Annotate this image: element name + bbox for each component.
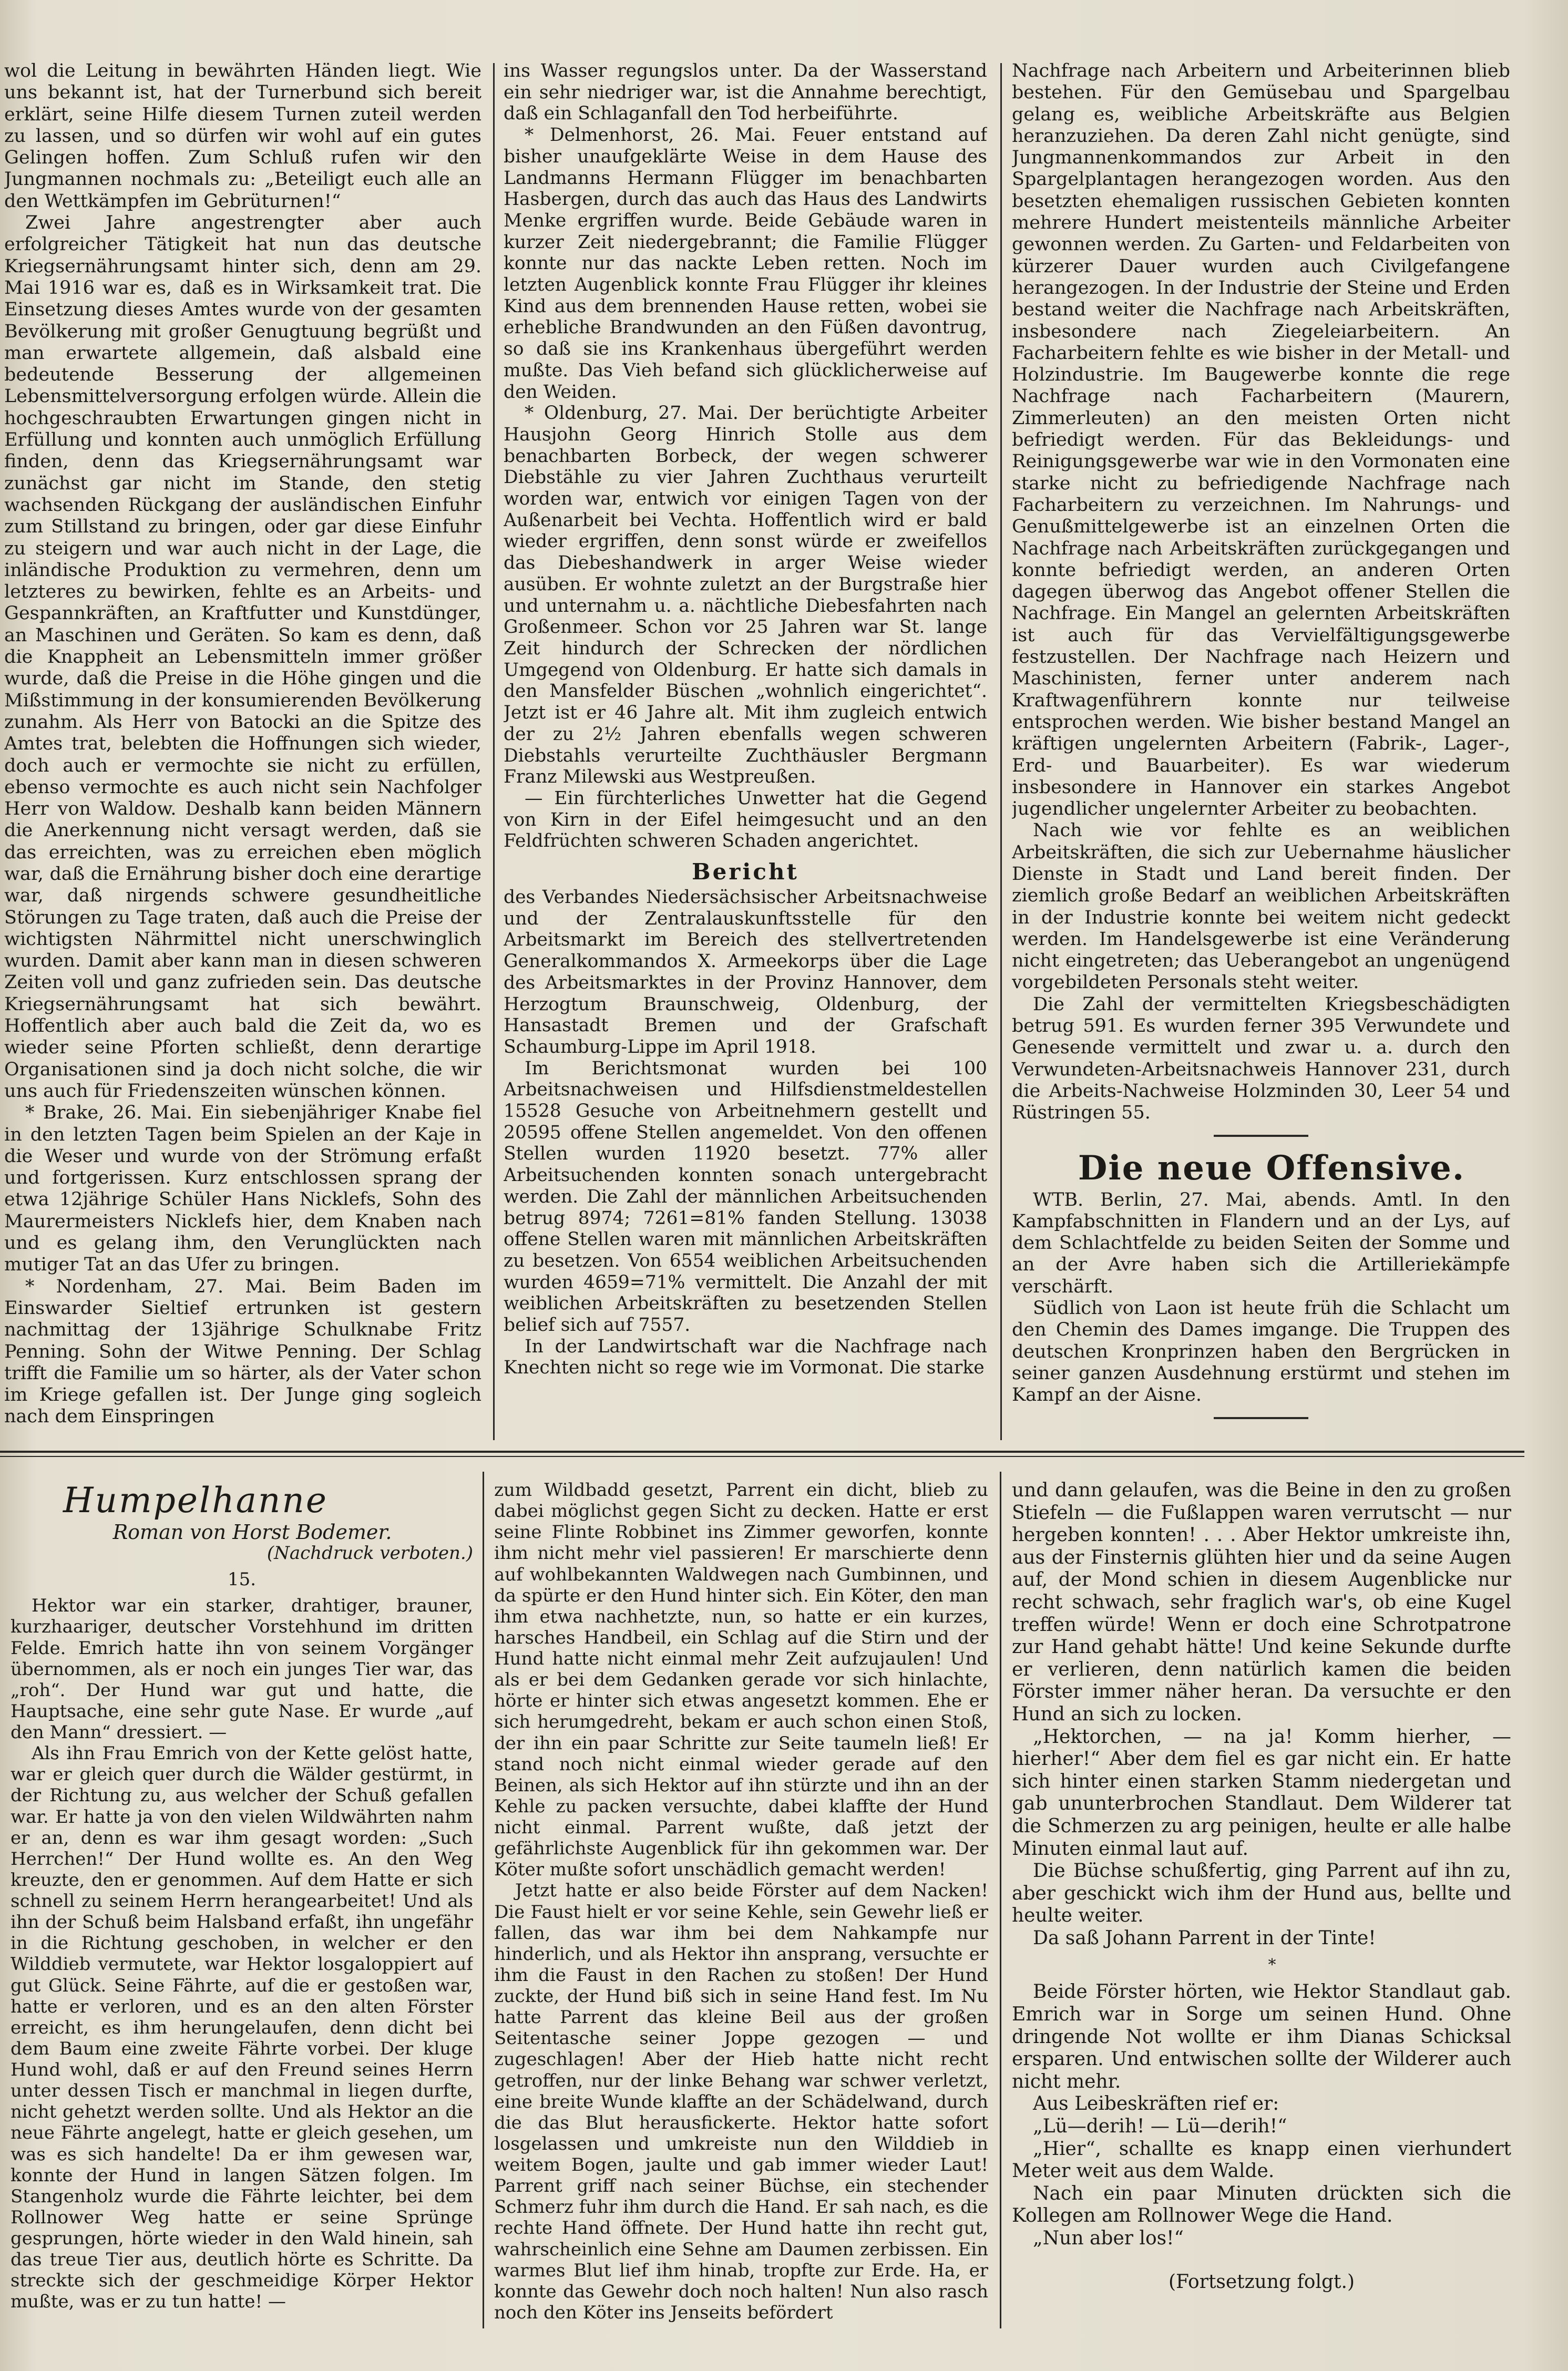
serial-title: Humpelhanne — [63, 1480, 328, 1521]
offensive-paragraph: Südlich von Laon ist heute früh die Schlacht um den Chemin des Dames imgange. Die Truppen des deutschen Kronprinzen haben den Bergrücken in seiner ganzen Ausdehnung erstürmt und stehen im Kampf an der Aisne. — [1012, 1298, 1510, 1406]
report-intro: des Verbandes Niedersächsischer Arbeitsnachweise und der Zentralauskunftsstelle für den Arbeitsmarkt im Bereich des stellvertretenden Generalkommandos X. Armeekorps über die Lage des Arbeitsmarktes in der Provinz Hannover, dem Herzogtum Braunschweig, Oldenburg, der Hansastadt Bremen und der Grafschaft Schaumburg-Lippe im April 1918. — [504, 887, 987, 1058]
article-paragraph: Nachfrage nach Arbeitern und Arbeiterinnen blieb bestehen. Für den Gemüsebau und Spargelbau gelang es, weibliche Arbeitskräfte aus Belgien heranzuziehen. Da deren Zahl nicht genügte, sind Jungmannenkommandos zur Arbeit in den Spargelplantagen herangezogen worden. Aus den besetzten ehemaligen russischen Gebieten konnten mehrere Hundert meistenteils männliche Arbeiter gewonnen werden. Zu Garten- und Feldarbeiten von kürzerer Dauer wurden auch Civilgefangene herangezogen. In der Industrie der Steine und Erden bestand weiter die Nachfrage nach Arbeitskräften, insbesondere nach Ziegeleiarbeitern. An Facharbeitern fehlte es wie bisher in der Metall- und Holzindustrie. Im Baugewerbe konnte die rege Nachfrage nach Facharbeitern (Maurern, Zimmerleuten) an den meisten Orten nicht befriedigt werden. Für das Bekleidungs- und Reinigungsgewerbe war wie in den Vormonaten eine starke nicht zu befriedigende Nachfrage nach Facharbeitern zu verzeichnen. Im Nahrungs- und Genußmittelgewerbe ist an einzelnen Orten die Nachfrage nach Arbeitskräften zurückgegangen und konnte befriedigt werden, an anderen Orten dagegen überwog das Angebot offener Stellen die Nachfrage. Ein Mangel an gelernten Arbeitskräften ist auch für das Vervielfältigungsgewerbe festzustellen. Der Nachfrage nach Heizern und Maschinisten, ferner unter anderem nach Kraftwagenführern konnte nur teilweise entsprochen werden. Wie bisher bestand Mangel an kräftigen ungelernten Arbeitern (Fabrik-, Lager-, Erd- und Bauarbeiter). Es war wiederum insbesondere in Hannover ein starkes Angebot jugendlicher ungelernter Arbeiter zu beobachten. — [1012, 60, 1510, 820]
serial-paragraph: Hektor war ein starker, drahtiger, brauner, kurzhaariger, deutscher Vorstehhund im dritten Felde. Emrich hatte ihn von seinem Vorgänger übernommen, als er noch ein junges Tier war, das „roh“. Der Hund war gut und hatte, die Hauptsache, eine sehr gute Nase. Er wurde „auf den Mann“ dressiert. — — [11, 1595, 473, 1743]
section-divider — [1214, 1135, 1308, 1137]
report-heading: Bericht — [692, 859, 799, 885]
column-divider — [483, 1472, 484, 2328]
article-paragraph: Die Zahl der vermittelten Kriegsbeschädigten betrug 591. Es wurden ferner 395 Verwundete und Genesende vermittelt und zwar u. a. durch den Verwundeten-Arbeitsnachweis Hannover 231, durch die Arbeits-Nachweise Holzminden 30, Leer 54 und Rüstringen 55. — [1012, 993, 1510, 1124]
column-divider — [1000, 1472, 1001, 2328]
section-divider — [1214, 1417, 1308, 1419]
serial-paragraph: Da saß Johann Parrent in der Tinte! — [1033, 1927, 1376, 1949]
serial-paragraph: „Hektorchen, — na ja! Komm hierher, — hierher!“ Aber dem fiel es gar nicht ein. Er hatte sich hinter einen starken Stamm niedergetan und gab ununterbrochen Standlaut. Dem Wilderer tat die Schmerzen zu arg peinigen, heulte er alle halbe Minuten einmal laut auf. — [1012, 1726, 1511, 1860]
article-paragraph: ins Wasser regungslos unter. Da der Wasserstand ein sehr niedriger war, ist die Annahme berechtigt, daß ein Schlaganfall den Tod herbeiführte. — [504, 60, 987, 125]
column-1 — [4, 60, 481, 1438]
article-paragraph: Nach wie vor fehlte es an weiblichen Arbeitskräften, die sich zur Uebernahme häuslicher Dienste in Stadt und Land bereit finden. Der ziemlich große Bedarf an weiblichen Arbeitskräften in der Industrie konnte bei weitem nicht gedeckt werden. Im Handelsgewerbe ist eine Veränderung nicht eingetreten; das Ueberangebot an ungenügend vorgebildeten Personals steht weiter. — [1012, 820, 1510, 993]
serial-paragraph: und dann gelaufen, was die Beine in den zu großen Stiefeln — die Fußlappen waren verrutscht — nur hergeben konnten! . . . Aber Hektor umkreiste ihn, aus der Finsternis glühten hier und da seine Augen auf, der Mond schien in diesem Augenblicke nur recht schwach, sehr fraglich war's, ob eine Kugel treffen würde! Wenn er doch eine Schrotpatrone zur Hand gehabt hätte! Und keine Sekunde durfte er verlieren, denn natürlich kamen die beiden Förster immer näher heran. Da versuchte er den Hund an sich zu locken. — [1012, 1480, 1511, 1725]
serial-author: Roman von Horst Bodemer. — [112, 1521, 392, 1544]
article-paragraph: — Ein fürchterliches Unwetter hat die Gegend von Kirn in der Eifel heimgesucht und an den Feldfrüchten schweren Schaden angerichtet. — [504, 787, 987, 852]
column-2 — [504, 60, 987, 1438]
feuilleton-divider — [0, 1451, 1524, 1453]
column-divider — [493, 63, 495, 1440]
offensive-title: Die neue Offensive. — [1078, 1148, 1465, 1188]
column-3 — [1012, 60, 1510, 1438]
report-paragraph: Im Berichtsmonat wurden bei 100 Arbeitsnachweisen und Hilfsdienstmeldestellen 15528 Gesuche von Arbeitnehmern gestellt und 20595 offene Stellen angemeldet. Von den offenen Stellen wurden 11920 besetzt. 77% aller Arbeitsuchenden konnten sonach untergebracht werden. Die Zahl der männlichen Arbeitsuchenden betrug 8974; 7261=81% fanden Stellung. 13038 offene Stellen waren mit männlichen Arbeitskräften zu besetzen. Von 6554 weiblichen Arbeitsuchenden wurden 4659=71% vermittelt. Die Anzahl der mit weiblichen Arbeitskräften zu besetzenden Stellen belief sich auf 7557. — [504, 1058, 987, 1336]
serial-paragraph: Nach ein paar Minuten drückten sich die Kollegen am Rollnower Wege die Hand. — [1012, 2182, 1511, 2227]
chapter-number: 15. — [227, 1569, 257, 1590]
serial-paragraph: Jetzt hatte er also beide Förster auf dem Nacken! Die Faust hielt er vor seine Kehle, sein Gewehr ließ er fallen, das war ihm bei dem Nahkampfe nur hinderlich, und als Hektor ihn ansprang, versuchte er ihm die Faust in den Rachen zu stoßen! Der Hund zuckte, der Hund biß sich in seine Hand fest. Im Nu hatte Parrent das kleine Beil aus der großen Seitentasche seiner Joppe gezogen — und zugeschlagen! Aber der Hieb hatte nicht recht getroffen, nur der linke Behang war schwer verletzt, eine breite Wunde klaffte an der Schädelwand, durch die das Blut herausfickerte. Hektor hatte sofort losgelassen und umkreiste nun den Wilddieb in weitem Bogen, jaulte und gab immer wieder Laut! Parrent griff nach seiner Büchse, ein stechender Schmerz fuhr ihm durch die Hand. Er sah nach, es die rechte Hand öffnete. Der Hund hatte ihn recht gut, wahrscheinlich eine Sehne am Daumen zerbissen. Ein warmes Blut lief ihm hinab, tropfte zur Erde. Ha, er konnte das Gewehr doch noch halten! Nun also rasch noch den Köter ins Jenseits befördert — [494, 1880, 988, 2323]
article-paragraph: * Oldenburg, 27. Mai. Der berüchtigte Arbeiter Hausjohn Georg Hinrich Stolle aus dem benachbarten Borbeck, der wegen schwerer Diebstähle zu vier Jahren Zuchthaus verurteilt worden war, entwich vor einigen Tagen von der Außenarbeit bei Vechta. Hoffentlich wird er bald wieder ergriffen, denn sonst würde er zweifellos das Diebeshandwerk in arger Weise wieder ausüben. Er wohnte zuletzt an der Burgstraße hier und unternahm u. a. nächtliche Diebesfahrten nach Großenmeer. Schon vor 25 Jahren war St. lange Zeit hindurch der Schrecken der nördlichen Umgegend von Oldenburg. Er hatte sich damals in den Mansfelder Büschen „wohnlich eingerichtet“. Jetzt ist er 46 Jahre alt. Mit ihm zugleich entwich der zu 2½ Jahren ebenfalls wegen schweren Diebstahls verurteilte Zuchthäusler Bergmann Franz Milewski aus Westpreußen. — [504, 403, 987, 788]
column-divider — [1000, 63, 1002, 1440]
serial-paragraph: Beide Förster hörten, wie Hektor Standlaut gab. Emrich war in Sorge um seinen Hund. Ohne dringende Not wollte er ihm Dianas Schicksal ersparen. Und entwischen sollte der Wilderer auch nicht mehr. — [1012, 1981, 1511, 2092]
serial-column-1 — [11, 1480, 473, 2331]
article-paragraph: wol die Leitung in bewährten Händen liegt. Wie uns bekannt ist, hat der Turnerbund sich bereit erklärt, seine Hilfe diesem Turnen zuteil werden zu lassen, und so dürfen wir wohl auf ein gutes Gelingen hoffen. Zum Schluß rufen wir den Jungmannen nochmals zu: „Beteiligt euch alle an den Wettkämpfen im Gebrüturnen!“ — [4, 60, 481, 212]
serial-column-2 — [494, 1480, 988, 2331]
article-paragraph: * Delmenhorst, 26. Mai. Feuer entstand auf bisher unaufgeklärte Weise in dem Hause des Landmanns Hermann Flügger im benachbarten Hasbergen, durch das auch das Haus des Landwirts Menke ergriffen wurde. Beide Gebäude waren in kurzer Zeit niedergebrannt; die Familie Flügger konnte nur das nackte Leben retten. Noch im letzten Augenblick konnte Frau Flügger ihr kleines Kind aus dem brennenden Hause retten, wobei sie erhebliche Brandwunden an den Füßen davontrug, so daß sie ins Krankenhaus übergeführt werden mußte. Das Vieh befand sich glücklicherweise auf den Weiden. — [504, 125, 987, 403]
reprint-notice: (Nachdruck verboten.) — [267, 1543, 473, 1564]
serial-paragraph: „Hier“, schallte es knapp einen vierhundert Meter weit aus dem Walde. — [1012, 2138, 1511, 2182]
serial-paragraph: „Lü—derih! — Lü—derih!“ — [1033, 2116, 1287, 2138]
serial-paragraph: „Nun aber los!“ — [1033, 2228, 1184, 2249]
offensive-paragraph: WTB. Berlin, 27. Mai, abends. Amtl. In den Kampfabschnitten in Flandern und an der Lys, auf dem Schlachtfelde zu beiden Seiten der Somme und an der Avre haben sich die Artilleriekämpfe verschärft. — [1012, 1189, 1510, 1297]
serial-paragraph: Als ihn Frau Emrich von der Kette gelöst hatte, war er gleich quer durch die Wälder gestürmt, in der Richtung zu, aus welcher der Schuß gefallen war. Er hatte ja von den vielen Wildwährten nahm er an, denn es war ihm gesagt worden: „Such Herrchen!“ Der Hund wollte es. An den Weg kreuzte, den er genommen. Auf dem Hatte er sich schnell zu seinem Herrn herangearbeitet! Und als ihn der Schuß beim Halsband erfaßt, ihn ungefähr in die Richtung geschoben, in welcher er den Wilddieb vermutete, war Hektor losgaloppiert auf gut Glück. Seine Fährte, auf die er gestoßen war, hatte er verloren, und es an den alten Förster erreicht, es ihm herungelaufen, denn dicht bei dem Baum eine zweite Fährte vorbei. Der kluge Hund wohl, daß er auf den Freund seines Herrn unter dessen Tisch er manchmal in liegen durfte, nicht gehetzt werden sollte. Und als Hektor an die neue Fährte angelegt, hatte er gleich gesehen, um was es sich handelte! Da er ihm gewesen war, konnte der Hund in langen Sätzen folgen. Im Stangenholz wurde die Fährte leichter, bei dem Rollnower Weg hatte er seine Sprünge gesprungen, hörte wieder in den Wald hinein, sah das treue Tier aus, deutlich hörte es Schritte. Da streckte sich der geschmeidige Körper Hektor mußte, was er zu tun hatte! — — [11, 1743, 473, 2313]
serial-paragraph: zum Wildbadd gesetzt, Parrent ein dicht, blieb zu dabei möglichst gegen Sicht zu decken. Hatte er erst seine Flinte Robbinet ins Zimmer geworfen, konnte ihm nicht mehr viel passieren! Er marschierte denn auf wohlbekannten Waldwegen nach Gumbinnen, und da spürte er den Hund hinter sich. Ein Köter, den man ihm etwa nachhetzte, nun, so hatte er ein kurzes, harsches Handbeil, ein Schlag auf die Stirn und der Hund hatte nicht einmal mehr Zeit aufzujaulen! Und als er bei dem Gedanken gerade vor sich hinlachte, hörte er hinter sich etwas angesetzt kommen. Ehe er sich herumgedreht, bekam er auch schon einen Stoß, der ihn ein paar Schritte zur Seite taumeln ließ! Er stand noch nicht einmal wieder gerade auf den Beinen, als sich Hektor auf ihn stürzte und ihn an der Kehle zu packen versuchte, dabei klaffte der Hund nicht einmal. Parrent wußte, daß jetzt der gefährlichste Augenblick für ihn gekommen war. Der Köter mußte sofort unschädlich gemacht werden! — [494, 1480, 988, 1881]
serial-column-3 — [1012, 1480, 1511, 2331]
feuilleton-divider — [0, 1456, 1524, 1457]
article-paragraph: * Nordenham, 27. Mai. Beim Baden im Einswarder Sieltief ertrunken ist gestern nachmittag der 13jährige Schulknabe Fritz Penning. Sohn der Witwe Penning. Der Schlag trifft die Familie um so härter, als der Vater schon im Kriege gefallen ist. Der Junge ging sogleich nach dem Einspringen — [4, 1276, 481, 1428]
serial-paragraph: Aus Leibeskräften rief er: — [1033, 2093, 1279, 2115]
continued-note: (Fortsetzung folgt.) — [1169, 2271, 1355, 2293]
report-paragraph: In der Landwirtschaft war die Nachfrage nach Knechten nicht so rege wie im Vormonat. Die starke — [504, 1336, 987, 1379]
article-paragraph: * Brake, 26. Mai. Ein siebenjähriger Knabe fiel in den letzten Tagen beim Spielen an der Kaje in die Weser und wurde von der Strömung erfaßt und fortgerissen. Kurz entschlossen sprang der etwa 12jährige Schüler Hans Nicklefs, Sohn des Maurermeisters Nicklefs hier, dem Knaben nach und es gelang ihm, den Verunglückten nach mutiger Tat an das Ufer zu bringen. — [4, 1102, 481, 1276]
article-paragraph: Zwei Jahre angestrengter aber auch erfolgreicher Tätigkeit hat nun das deutsche Kriegsernährungsamt hinter sich, denn am 29. Mai 1916 war es, daß es in Wirksamkeit trat. Die Einsetzung dieses Amtes wurde von der gesamten Bevölkerung mit großer Genugtuung begrüßt und man erwartete allgemein, daß alsbald eine bedeutende Besserung der allgemeinen Lebensmittelversorgung erfolgen würde. Allein die hochgeschraubten Erwartungen gingen nicht in Erfüllung und konnten auch unmöglich Erfüllung finden, denn das Kriegsernährungsamt war zunächst gar nicht im Stande, den stetig wachsenden Rückgang der ausländischen Einfuhr zum Stillstand zu bringen, oder gar diese Einfuhr zu steigern und war auch nicht in der Lage, die inländische Produktion zu vermehren, denn um letzteres zu bewirken, fehlte es an Arbeits- und Gespannkräften, an Kraftfutter und Kunstdünger, an Maschinen und Geräten. So kam es denn, daß die Knappheit an Lebensmitteln immer größer wurde, daß die Preise in die Höhe gingen und die Mißstimmung in der konsumierenden Bevölkerung zunahm. Als Herr von Batocki an die Spitze des Amtes trat, belebten die Hoffnungen sich wieder, doch auch er vermochte sie nicht zu erfüllen, ebenso vermochte es auch nicht sein Nachfolger Herr von Waldow. Deshalb kann beiden Männern die Anerkennung nicht versagt werden, daß sie das erreichten, was zu erreichen eben möglich war, daß die Ernährung bisher doch eine derartige war, daß nirgends schwere gesundheitliche Störungen zu Tage traten, daß auch die Preise der wichtigsten Nährmittel nicht unerschwinglich wurden. Damit aber kann man in diesen schweren Zeiten voll und ganz zufrieden sein. Das deutsche Kriegsernährungsamt hat sich bewährt. Hoffentlich aber auch bald die Zeit da, wo es wieder seine Pforten schließt, denn derartige Organisationen sind ja doch nicht solche, die wir uns auch für Friedenszeiten wünschen können. — [4, 212, 481, 1102]
section-star: * — [1268, 1956, 1276, 1975]
serial-paragraph: Die Büchse schußfertig, ging Parrent auf ihn zu, aber geschickt wich ihm der Hund aus, bellte und heulte weiter. — [1012, 1860, 1511, 1927]
